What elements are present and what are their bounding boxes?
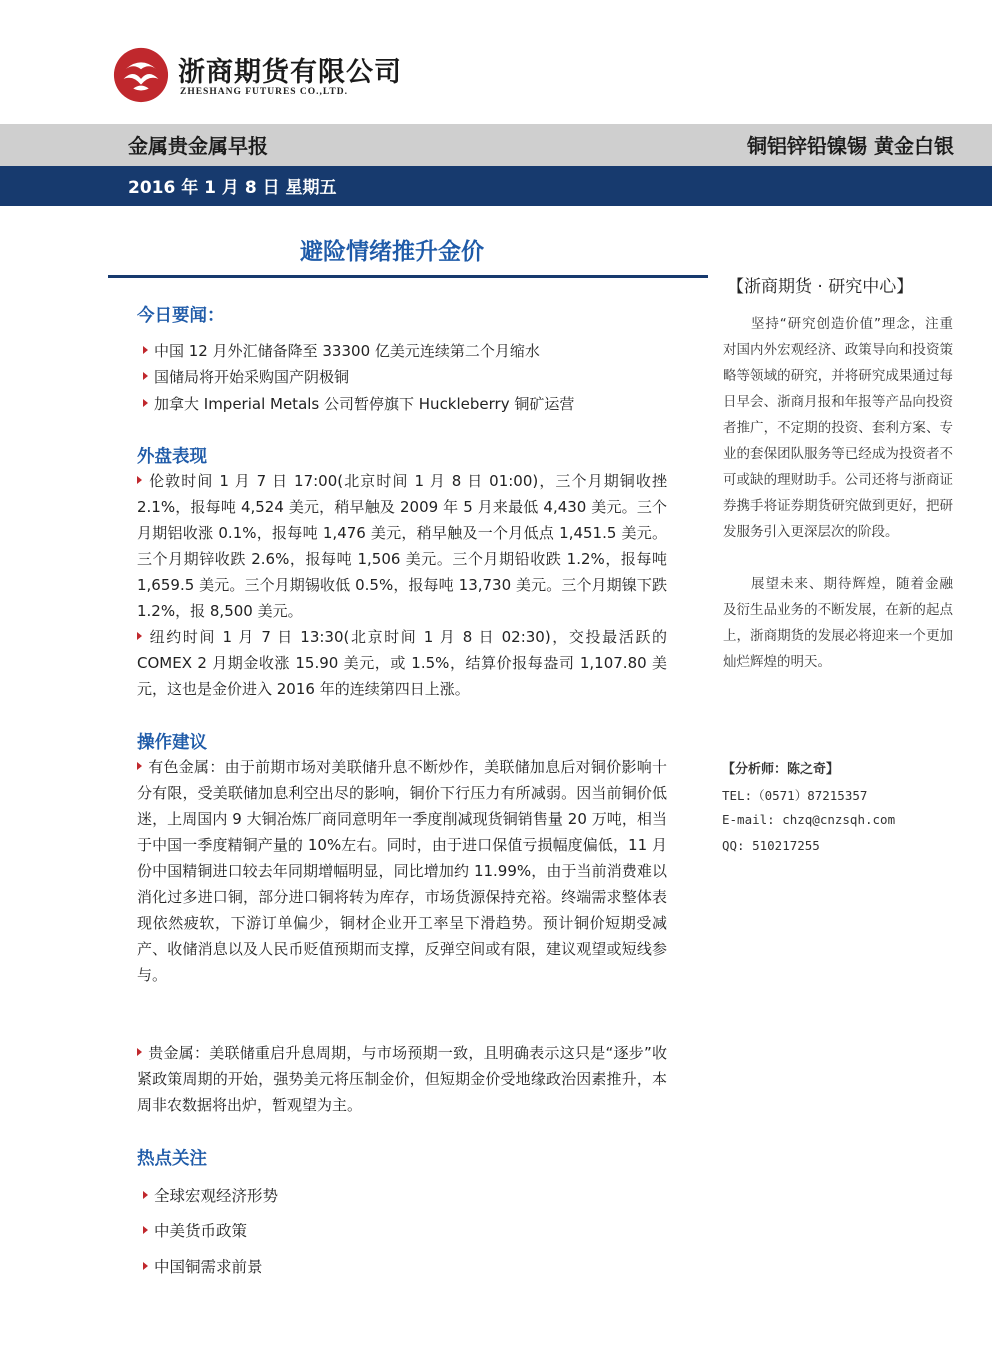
section-heading-advice: 操作建议 xyxy=(137,733,207,753)
bullet-arrow-icon xyxy=(137,1048,142,1056)
contact-qq: QQ: 510217255 xyxy=(722,838,820,853)
news-item: 加拿大 Imperial Metals 公司暂停旗下 Huckleberry 铜矿运营 xyxy=(143,393,574,414)
news-item: 中国 12 月外汇储备降至 33300 亿美元连续第二个月缩水 xyxy=(143,340,540,361)
metals-covered: 铜铝锌铅镍锡 黄金白银 xyxy=(747,134,954,158)
bullet-arrow-icon xyxy=(143,399,148,407)
report-name: 金属贵金属早报 xyxy=(128,134,268,158)
analyst-name: 【分析师：陈之奇】 xyxy=(722,762,840,777)
bullet-arrow-icon xyxy=(137,476,142,484)
sidebar-heading: 【浙商期货 · 研究中心】 xyxy=(727,277,914,297)
bullet-arrow-icon xyxy=(137,762,142,770)
section-heading-overseas: 外盘表现 xyxy=(137,447,207,467)
sidebar-outlook-paragraph: 展望未来、期待辉煌，随着金融及衍生品业务的不断发展，在新的起点上，浙商期货的发展必将迎来一个更加灿烂辉煌的明天。 xyxy=(723,576,953,670)
overseas-paragraph-london: 伦敦时间 1 月 7 日 17:00(北京时间 1 月 8 日 01:00)，三个月期铜收挫 2.1%，报每吨 4,524 美元，稍早触及 2009 年 5 月来最低 4,430 美元。三个月期铝收涨 0.1%，报每吨 1,476 美元，稍早触及一个月低点 1,451.5 美元。三个月期锌收跌 2.6%，报每吨 1,506 美元。三个月期铅收跌 1.2%，报每吨 1,659.5 美元。三个月期锡收低 0.5%，报每吨 13,730 美元。三个月期镍下跌 1.2%，报 8,500 美元。 xyxy=(137,472,667,620)
company-name-en: ZHESHANG FUTURES CO.,LTD. xyxy=(180,87,348,97)
overseas-paragraph-newyork: 纽约时间 1 月 7 日 13:30(北京时间 1 月 8 日 02:30)，交投最活跃的 COMEX 2 月期金收涨 15.90 美元，或 1.5%，结算价报每盎司 1,107.80 美元，这也是金价进入 2016 年的连续第四日上涨。 xyxy=(137,628,667,698)
report-date: 2016 年 1 月 8 日 星期五 xyxy=(128,178,337,198)
company-logo xyxy=(112,46,170,104)
bullet-arrow-icon xyxy=(143,346,148,354)
advice-paragraph-base-metals: 有色金属：由于前期市场对美联储升息不断炒作，美联储加息后对铜价影响十分有限，受美联储加息利空出尽的影响，铜价下行压力有所减弱。因当前铜价低迷，上周国内 9 大铜冶炼厂商同意明年一季度削减现货铜销售量 20 万吨，相当于中国一季度精铜产量的 10%左右。同时，由于进口保值亏损幅度偏低，11 月份中国精铜进口较去年同期增幅明显，同比增加约 11.99%，由于当前消费难以消化过多进口铜，部分进口铜将转为库存，市场货源保持充裕。终端需求整体表现依然疲软，下游订单偏少，铜材企业开工率呈下滑趋势。预计铜价短期受减产、收储消息以及人民币贬值预期而支撑，反弹空间或有限，建议观望或短线参与。 xyxy=(137,758,667,984)
hot-topic-item: 全球宏观经济形势 xyxy=(143,1184,278,1206)
company-name-cn: 浙商期货有限公司 xyxy=(178,57,402,88)
bullet-arrow-icon xyxy=(143,372,148,380)
report-title: 避险情绪推升金价 xyxy=(300,239,484,265)
sidebar-intro-paragraph: 坚持“研究创造价值”理念，注重对国内外宏观经济、政策导向和投资策略等领域的研究，并将研究成果通过每日早会、浙商月报和年报等产品向投资者推广，不定期的投资、套利方案、专业的套保团队服务等已经成为投资者不可或缺的理财助手。公司还将与浙商证券携手将证券期货研究做到更好，把研发服务引入更深层次的阶段。 xyxy=(723,316,953,540)
section-heading-news: 今日要闻： xyxy=(137,306,225,326)
contact-email: E-mail: chzq@cnzsqh.com xyxy=(722,812,896,827)
title-divider xyxy=(108,275,708,278)
bullet-arrow-icon xyxy=(143,1226,148,1234)
section-heading-hot-topics: 热点关注 xyxy=(137,1149,207,1169)
bullet-arrow-icon xyxy=(137,632,142,640)
bullet-arrow-icon xyxy=(143,1191,148,1199)
advice-paragraph-precious-metals: 贵金属：美联储重启升息周期，与市场预期一致，且明确表示这只是“逐步”收紧政策周期的开始，强势美元将压制金价，但短期金价受地缘政治因素推升，本周非农数据将出炉，暂观望为主。 xyxy=(137,1044,667,1114)
hot-topic-item: 中国铜需求前景 xyxy=(143,1255,263,1277)
news-item: 国储局将开始采购国产阴极铜 xyxy=(143,366,349,387)
hot-topic-item: 中美货币政策 xyxy=(143,1219,247,1241)
bullet-arrow-icon xyxy=(143,1262,148,1270)
contact-phone: TEL:（0571）87215357 xyxy=(722,788,868,803)
